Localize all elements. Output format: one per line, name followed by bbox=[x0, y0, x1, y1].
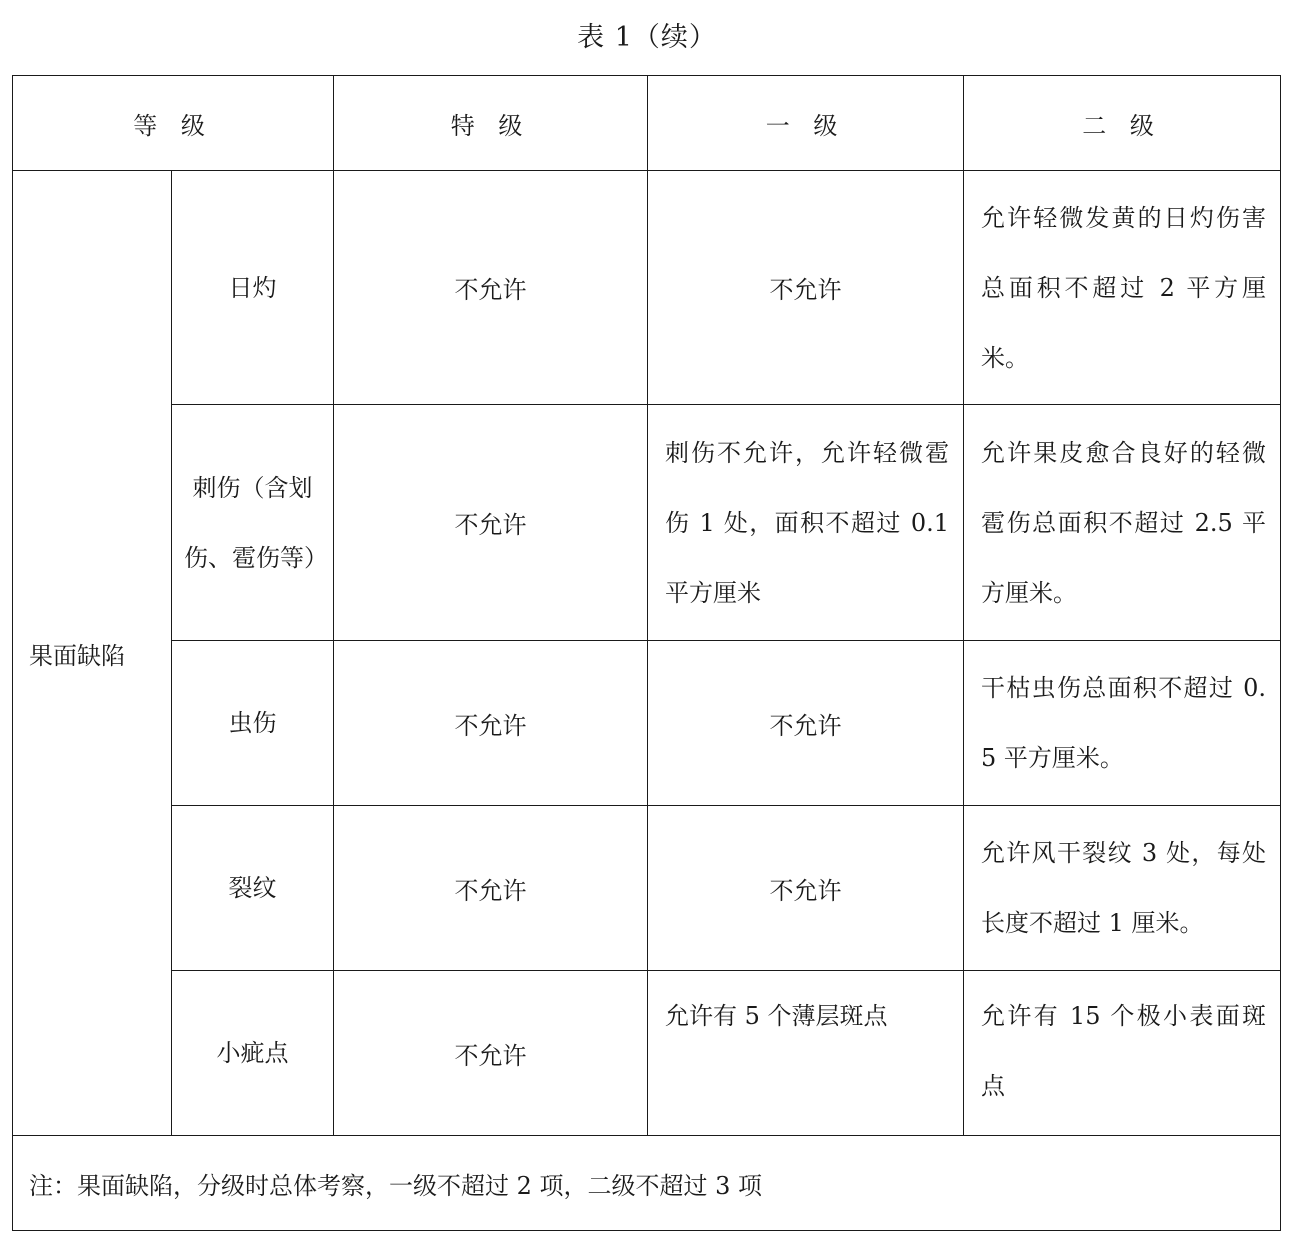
grade-table bbox=[12, 75, 1281, 1231]
header-special: 特 级 bbox=[334, 76, 648, 171]
item-cell: 刺伤（含划伤、雹伤等） bbox=[172, 405, 334, 641]
second-cell: 允许果皮愈合良好的轻微雹伤总面积不超过 2.5 平方厘米。 bbox=[964, 405, 1281, 641]
special-cell: 不允许 bbox=[334, 405, 648, 641]
first-cell: 不允许 bbox=[648, 171, 964, 405]
second-cell: 允许有 15 个极小表面斑点 bbox=[964, 971, 1281, 1136]
special-cell: 不允许 bbox=[334, 806, 648, 971]
table-row bbox=[13, 171, 1281, 405]
special-cell: 不允许 bbox=[334, 971, 648, 1136]
item-cell: 日灼 bbox=[172, 171, 334, 405]
first-cell: 允许有 5 个薄层斑点 bbox=[648, 971, 964, 1136]
table-row bbox=[13, 971, 1281, 1136]
table-title: 表 1（续） bbox=[577, 22, 717, 53]
second-cell: 干枯虫伤总面积不超过 0.5 平方厘米。 bbox=[964, 641, 1281, 806]
first-cell: 刺伤不允许，允许轻微雹伤 1 处，面积不超过 0.1 平方厘米 bbox=[648, 405, 964, 641]
header-grade: 等 级 bbox=[13, 76, 334, 171]
header-second: 二 级 bbox=[964, 76, 1281, 171]
special-cell: 不允许 bbox=[334, 641, 648, 806]
note-row bbox=[13, 1136, 1281, 1231]
second-cell: 允许轻微发黄的日灼伤害总面积不超过 2 平方厘米。 bbox=[964, 171, 1281, 405]
item-cell: 裂纹 bbox=[172, 806, 334, 971]
item-cell: 小疵点 bbox=[172, 971, 334, 1136]
first-cell: 不允许 bbox=[648, 806, 964, 971]
header-first: 一 级 bbox=[648, 76, 964, 171]
table-row bbox=[13, 806, 1281, 971]
item-cell: 虫伤 bbox=[172, 641, 334, 806]
first-cell: 不允许 bbox=[648, 641, 964, 806]
special-cell: 不允许 bbox=[334, 171, 648, 405]
category-cell: 果面缺陷 bbox=[13, 171, 172, 1136]
header-row bbox=[13, 76, 1281, 171]
table-row bbox=[13, 405, 1281, 641]
second-cell: 允许风干裂纹 3 处，每处长度不超过 1 厘米。 bbox=[964, 806, 1281, 971]
note-text: 注：果面缺陷，分级时总体考察，一级不超过 2 项，二级不超过 3 项 bbox=[13, 1136, 1281, 1231]
table-row bbox=[13, 641, 1281, 806]
